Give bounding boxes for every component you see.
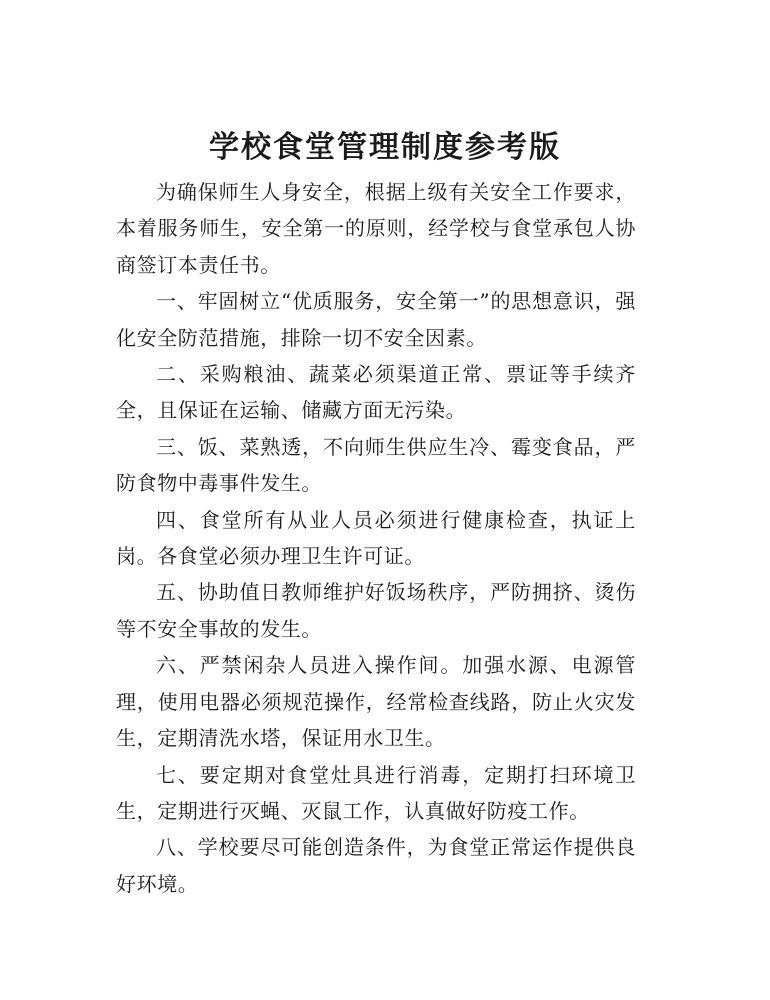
clause-2-paragraph: 二、采购粮油、蔬菜必须渠道正常、票证等手续齐全，且保证在运输、储藏方面无污染。 <box>116 362 636 423</box>
document-body <box>116 174 636 902</box>
clause-3-paragraph: 三、饭、菜熟透，不向师生供应生冷、霉变食品，严防食物中毒事件发生。 <box>116 434 636 496</box>
clause-5-paragraph: 五、协助值日教师维护好饭场秩序，严防拥挤、烫伤等不安全事故的发生。 <box>116 580 636 641</box>
clause-6-paragraph: 六、严禁闲杂人员进入操作间。加强水源、电源管理，使用电器必须规范操作，经常检查线路，防止火灾发生，定期清洗水塔，保证用水卫生。 <box>116 653 636 751</box>
clause-8-paragraph: 八、学校要尽可能创造条件，为食堂正常运作提供良好环境。 <box>116 835 636 896</box>
document-title: 学校食堂管理制度参考版 <box>209 130 561 165</box>
clause-7-paragraph: 七、要定期对食堂灶具进行消毒，定期打扫环境卫生，定期进行灭蝇、灭鼠工作，认真做好防疫工作。 <box>116 762 636 823</box>
clause-1-paragraph: 一、牢固树立“优质服务，安全第一”的思想意识，强化安全防范措施，排除一切不安全因素。 <box>116 289 636 350</box>
clause-4-paragraph: 四、食堂所有从业人员必须进行健康检查，执证上岗。各食堂必须办理卫生许可证。 <box>116 507 636 569</box>
intro-paragraph: 为确保师生人身安全，根据上级有关安全工作要求，本着服务师生，安全第一的原则，经学校与食堂承包人协商签订本责任书。 <box>116 180 636 277</box>
